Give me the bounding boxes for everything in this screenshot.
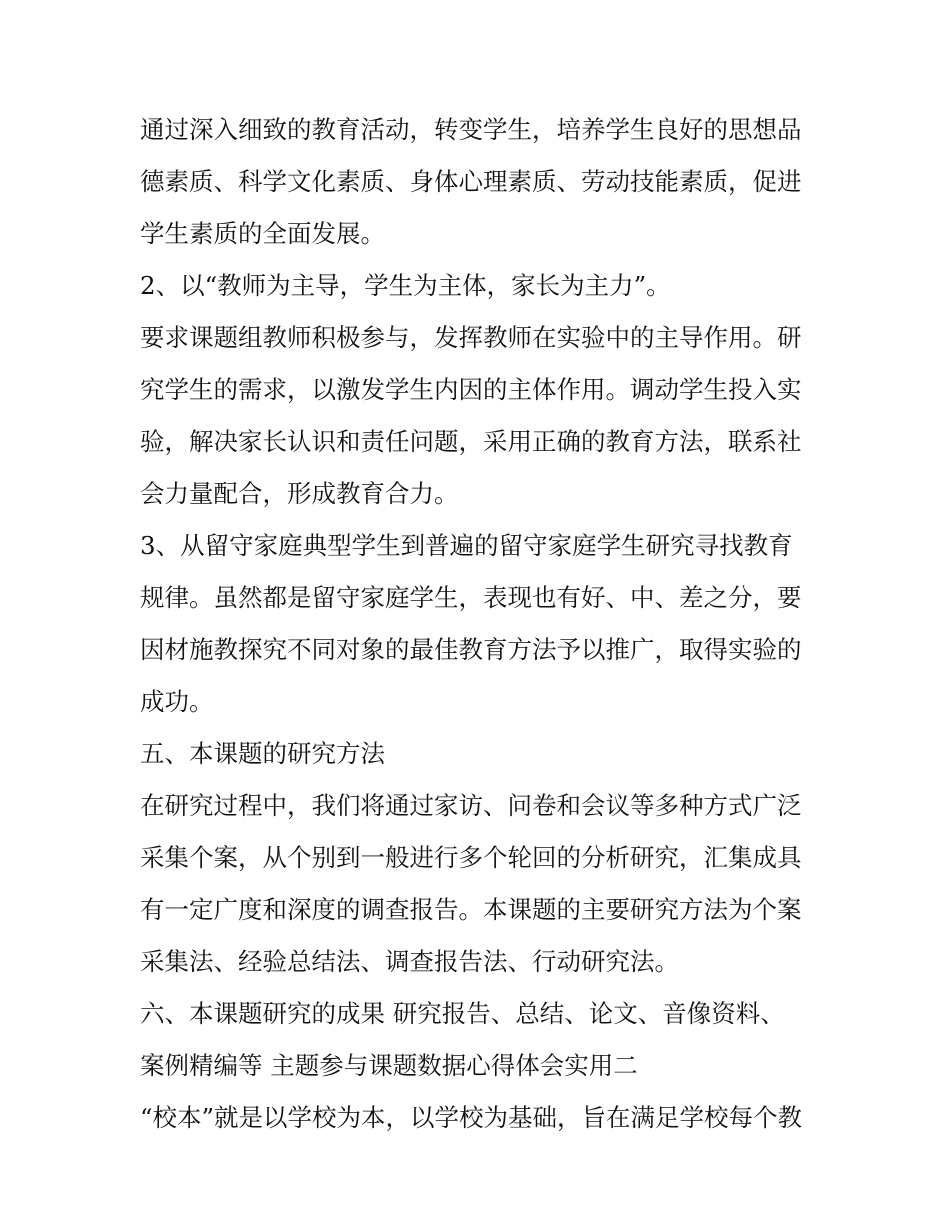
text-line: 采集个案，从个别到一般进行多个轮回的分析研究，汇集成具	[140, 843, 802, 872]
text-line: “校本”就是以学校为本，以学校为基础，旨在满足学校每个教	[140, 1103, 803, 1132]
text-line: 德素质、科学文化素质、身体心理素质、劳动技能素质，促进	[140, 167, 802, 196]
text-line: 规律。虽然都是留守家庭学生，表现也有好、中、差之分，要	[140, 583, 802, 612]
text-line: 要求课题组教师积极参与，发挥教师在实验中的主导作用。研	[140, 323, 802, 352]
text-line: 究学生的需求，以激发学生内因的主体作用。调动学生投入实	[140, 375, 802, 404]
document-body	[140, 104, 820, 1144]
text-line: 会力量配合，形成教育合力。	[140, 479, 459, 508]
text-line: 有一定广度和深度的调查报告。本课题的主要研究方法为个案	[140, 895, 802, 924]
text-line: 学生素质的全面发展。	[140, 219, 385, 248]
text-line: 验，解决家长认识和责任问题，采用正确的教育方法，联系社	[140, 427, 802, 456]
text-line: 案例精编等 主题参与课题数据心得体会实用二	[140, 1051, 638, 1080]
text-line: 3、从留守家庭典型学生到普遍的留守家庭学生研究寻找教育	[140, 531, 793, 560]
section-heading: 五、本课题的研究方法	[140, 739, 385, 768]
section-heading: 六、本课题研究的成果 研究报告、总结、论文、音像资料、	[140, 999, 785, 1028]
text-line: 通过深入细致的教育活动，转变学生，培养学生良好的思想品	[140, 115, 802, 144]
text-line: 成功。	[140, 687, 214, 716]
text-line: 2、以“教师为主导，学生为主体，家长为主力”。	[140, 271, 671, 300]
text-line: 采集法、经验总结法、调查报告法、行动研究法。	[140, 947, 679, 976]
text-line: 因材施教探究不同对象的最佳教育方法予以推广，取得实验的	[140, 635, 802, 664]
text-line: 在研究过程中，我们将通过家访、问卷和会议等多种方式广泛	[140, 791, 802, 820]
